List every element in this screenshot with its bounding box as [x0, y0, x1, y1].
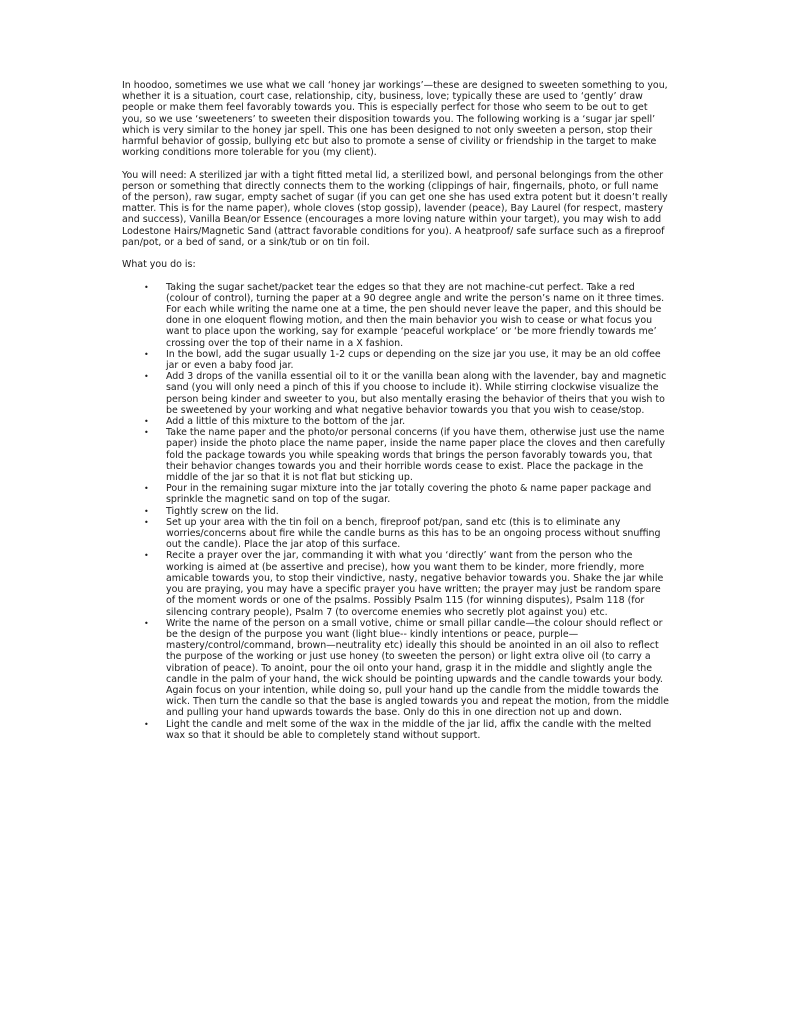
list-item [122, 282, 670, 349]
list-item-text: Pour in the remaining sugar mixture into the jar totally covering the photo & name paper package and sprinkle the magnetic sand on top of the sugar. [166, 483, 652, 506]
list-item-text: Set up your area with the tin foil on a bench, fireproof pot/pan, sand etc (this is to eliminate any worries/concerns about fire while the candle burns as this has to be an ongoing process without snuffing out the candle). Place the jar atop of this surface. [166, 516, 661, 551]
list-item [122, 416, 670, 427]
bullet-icon: • [144, 517, 149, 527]
list-item [122, 517, 670, 551]
document-page [122, 80, 670, 741]
steps-list [122, 282, 670, 741]
list-item [122, 719, 670, 741]
list-item-text: Tightly screw on the lid. [166, 505, 279, 517]
list-item-text: In the bowl, add the sugar usually 1-2 cups or depending on the size jar you use, it may be an old coffee jar or even a baby food jar. [166, 348, 661, 372]
list-item-text: Light the candle and melt some of the wax in the middle of the jar lid, affix the candle with the melted wax so that it should be able to completely stand without support. [166, 718, 652, 741]
list-item [122, 483, 670, 505]
bullet-icon: • [144, 349, 149, 359]
list-item-text: Add 3 drops of the vanilla essential oil to it or the vanilla bean along with the lavender, bay and magnetic sand (you will only need a pinch of this if you choose to include it). While stirring clockwise visualize the person being kinder and sweeter to you, but also mentally erasing the behavior of theirs that you wish to be sweetened by your working and what negative behavior towards you that you wish to cease/stop. [166, 371, 667, 416]
intro-paragraph: In hoodoo, sometimes we use what we call ‘honey jar workings’—these are designed to sweeten something to you, whether it is a situation, court case, relationship, city, business, love; typically these are used to ‘gently’ draw people or make them feel favorably towards you. This is especially perfect for those who seem to be out to get you, so we use ‘sweeteners’ to sweeten their disposition towards you. The following working is a ‘sugar jar spell’ which is very similar to the honey jar spell. This one has been designed to not only sweeten a person, stop their harmful behavior of gossip, bullying etc but also to promote a sense of civility or friendship in the target to make working conditions more tolerable for you (my client). [122, 80, 668, 159]
list-item [122, 349, 670, 371]
list-item-text: Take the name paper and the photo/or personal concerns (if you have them, otherwise just use the name paper) inside the photo place the name paper, inside the name paper place the cloves and then carefully fold the package towards you while speaking words that brings the person favorably towards you, that their behavior changes towards you and their horrible words cease to exist. Place the package in the middle of the jar so that it is not flat but sticking up. [166, 427, 666, 484]
bullet-icon: • [144, 618, 149, 628]
bullet-icon: • [144, 484, 149, 494]
list-item-text: Add a little of this mixture to the bottom of the jar. [166, 416, 406, 428]
bullet-icon: • [144, 372, 149, 382]
bullet-icon: • [144, 417, 149, 427]
list-item-text: Write the name of the person on a small votive, chime or small pillar candle—the colour should reflect or be the design of the purpose you want (light blue-- kindly intentions or peace, purple—mastery/control/command, brown—neutrality etc) ideally this should be anointed in an oil also to reflect the purpose of the working or just use honey (to sweeten the person) or light extra olive oil (to carry a vibration of peace). To anoint, pour the oil onto your hand, grasp it in the middle and slightly angle the candle in the palm of your hand, the wick should be pointing upwards and the candle towards your body. Again focus on your intention, while doing so, pull your hand up the candle from the middle towards the wick. Then turn the candle so that the base is angled towards you and repeat the motion, from the middle and pulling your hand upwards towards the base. Only do this in one direction not up and down. [166, 617, 669, 719]
bullet-icon: • [144, 282, 149, 292]
list-item-text: Taking the sugar sachet/packet tear the edges so that they are not machine-cut perfect. Take a red (colour of control), turning the paper at a 90 degree angle and write the person’s name on it three times. For each while writing the name one at a time, the pen should never leave the paper, and this should be done in one eloquent flowing motion, and then the main behavior you wish to cease or what focus you want to place upon the working, say for example ‘peaceful workplace’ or ‘be more friendly towards me’ crossing over the top of their name in a X fashion. [166, 281, 665, 349]
instructions-heading: What you do is: [122, 259, 196, 271]
list-item [122, 550, 670, 617]
list-item [122, 618, 670, 719]
bullet-icon: • [144, 428, 149, 438]
materials-paragraph: You will need: A sterilized jar with a tight fitted metal lid, a sterilized bowl, and personal belongings from the other person or something that directly connects them to the working (clippings of hair, fingernails, photo, or full name of the person), raw sugar, empty sachet of sugar (if you can get one she has used extra potent but it doesn’t really matter. This is for the name paper), whole cloves (stop gossip), lavender (peace), Bay Laurel (for respect, mastery and success), Vanilla Bean/or Essence (encourages a more loving nature within your target), you may wish to add Lodestone Hairs/Magnetic Sand (attract favorable conditions for you). A heatproof/ safe surface such as a fireproof pan/pot, or a bed of sand, or a sink/tub or on tin foil. [122, 169, 668, 248]
bullet-icon: • [144, 719, 149, 729]
list-item [122, 371, 670, 416]
bullet-icon: • [144, 506, 149, 516]
list-item [122, 506, 670, 517]
bullet-icon: • [144, 551, 149, 561]
list-item-text: Recite a prayer over the jar, commanding it with what you ‘directly’ want from the person who the working is aimed at (be assertive and precise), how you want them to be kinder, more friendly, more amicable towards you, to stop their vindictive, nasty, negative behavior towards you. Shake the jar while you are praying, you may have a specific prayer you have written; the prayer may just be random spare of the moment words or one of the psalms. Possibly Psalm 115 (for winning disputes), Psalm 118 (for silencing contrary people), Psalm 7 (to overcome enemies who secretly plot against you) etc. [166, 550, 664, 618]
list-item [122, 427, 670, 483]
